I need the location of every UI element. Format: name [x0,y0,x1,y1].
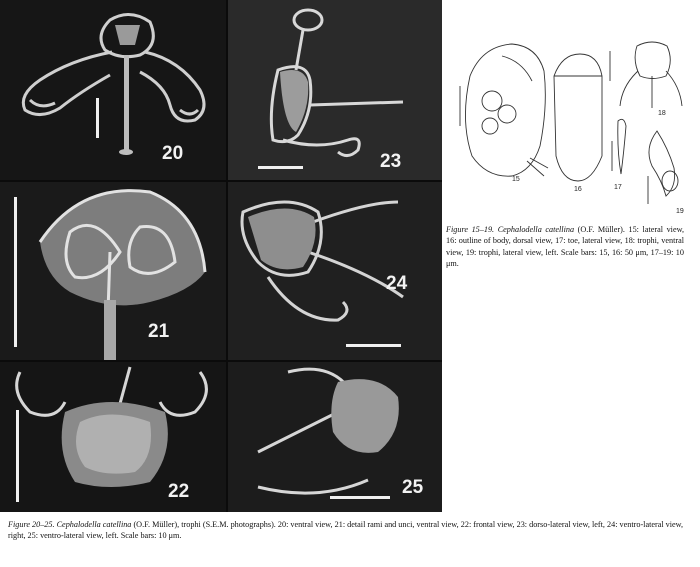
rotifer-line-drawings [452,36,692,222]
caption-species: Cephalodella catellina [497,225,575,234]
panel-number: 20 [162,143,184,164]
trophi-frontal-image [0,362,226,512]
panel-number: 24 [386,273,408,294]
panel-23 [228,0,442,180]
panel-number: 22 [168,481,190,502]
figure-label-19: 19 [676,208,684,215]
panel-25 [228,362,442,512]
caption-figure-15-19 [446,224,684,270]
panel-24 [228,182,442,360]
panel-20 [0,0,226,180]
trophi-dorso-lateral-image [228,0,442,180]
caption-figure-20-25 [8,519,688,542]
trophi-ventro-lateral-right-image [228,182,442,360]
figure-label-18: 18 [658,110,666,117]
line-drawing-figure [452,36,692,222]
caption-lead: Figure 15–19. [446,225,495,234]
caption-species: Cephalodella catellina [56,520,132,529]
panel-22 [0,362,226,512]
panel-number: 23 [380,151,402,172]
figure-label-16: 16 [574,186,582,193]
caption-text: (O.F. Müller). 15: lateral view, 16: outline of body, dorsal view, 17: toe, lateral view, 18: trophi, ventral view, 19: trophi, lateral view, left. Scale bars: 15, 16: 50 μm, 17–19: 10 μm. [446,225,685,269]
panel-21 [0,182,226,360]
panel-number: 21 [148,321,170,342]
figure-label-15: 15 [512,176,520,183]
caption-text: (O.F. Müller), trophi (S.E.M. photographs). 20: ventral view, 21: detail rami and unci, ventral view, 22: frontal view, 23: dorso-lateral view, left, 24: ventro-lateral view, right, 25: ventro-lateral view, left. Scale bars: 10 μm. [8,520,684,541]
panel-number: 25 [402,477,424,498]
rami-unci-detail-image [0,182,226,360]
figure-label-17: 17 [614,184,622,191]
caption-lead: Figure 20–25. [8,520,55,529]
trophi-ventral-image [0,0,226,180]
